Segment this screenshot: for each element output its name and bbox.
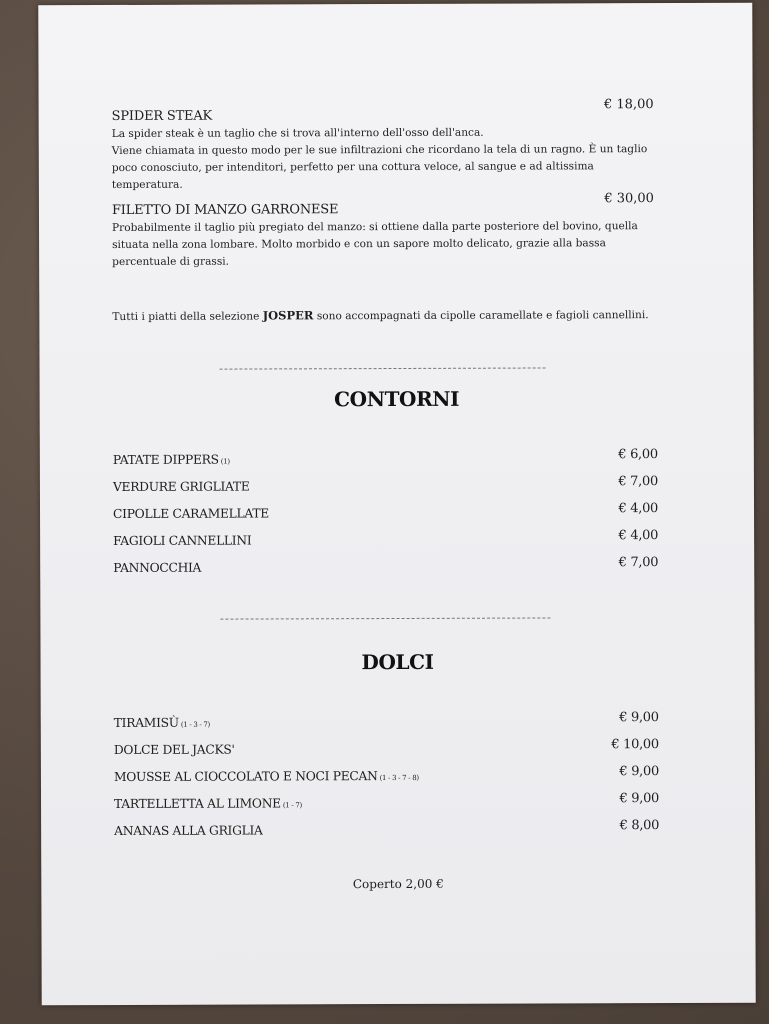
list-item [112, 474, 658, 507]
coperto-charge: Coperto 2,00 € [352, 876, 444, 892]
dish-price: € 30,00 [604, 191, 654, 207]
description-line: situata nella zona lombare. Molto morbido e con un sapore molto delicato, grazie alla bassa [112, 237, 606, 251]
item-name: TARTELLETTA AL LIMONE [114, 796, 281, 811]
item-price: € 8,00 [619, 818, 660, 834]
list-item [113, 710, 659, 743]
note-text-start: Tutti i piatti della selezione [112, 310, 263, 323]
item-price: € 7,00 [618, 555, 659, 571]
item-name: PATATE DIPPERS [112, 452, 219, 467]
list-item [113, 764, 659, 797]
description-line: Viene chiamata in questo modo per le sue infiltrazioni che ricordano la tela di un ragno. È un taglio [111, 143, 648, 157]
menu-sheet [38, 3, 755, 1005]
item-price: € 9,00 [619, 791, 660, 807]
section-title-contorni: CONTORNI [334, 386, 460, 412]
item-price: € 10,00 [611, 737, 659, 753]
item-name: TIRAMISÙ [113, 715, 179, 730]
item-price: € 7,00 [618, 474, 658, 490]
item-price: € 4,00 [618, 501, 659, 517]
list-item [113, 501, 659, 534]
description-line: poco conosciuto, per intenditori, perfetto per una cottura veloce, al sangue e ad altissima temperatura. [111, 160, 594, 191]
dish-description [112, 218, 652, 271]
item-allergens: (1) [220, 457, 230, 466]
list-item [114, 791, 660, 824]
contorni-list [112, 447, 659, 588]
dish-spider-steak [111, 97, 654, 194]
list-item [113, 528, 659, 561]
dish-name: SPIDER STEAK [111, 108, 213, 124]
item-name: CIPOLLE CARAMELLATE [113, 506, 269, 521]
item-name: VERDURE GRIGLIATE [112, 479, 250, 494]
item-allergens: (1 - 7) [282, 801, 302, 810]
description-line: La spider steak è un taglio che si trova all'interno dell'osso dell'anca. [111, 126, 484, 140]
description-line: percentuale di grassi. [112, 255, 230, 268]
menu-content [38, 3, 755, 1005]
list-item [113, 737, 659, 770]
list-item [113, 555, 659, 588]
item-allergens: (1 - 3 - 7 - 8) [379, 773, 419, 783]
description-line: Probabilmente il taglio più pregiato del manzo: si ottiene dalla parte posteriore del bovino, quella [112, 220, 638, 234]
item-allergens: (1 - 3 - 7) [180, 720, 210, 729]
item-name: DOLCE DEL JACKS' [113, 742, 235, 757]
list-item [112, 447, 658, 480]
item-name: ANANAS ALLA GRIGLIA [114, 823, 263, 838]
item-name: PANNOCCHIA [113, 560, 202, 575]
item-price: € 6,00 [618, 447, 658, 463]
divider [220, 617, 550, 619]
josper-note [112, 307, 648, 323]
dish-name: FILETTO DI MANZO GARRONESE [111, 202, 339, 218]
dish-price: € 18,00 [603, 97, 654, 113]
list-item [114, 818, 660, 851]
divider [220, 367, 546, 369]
item-price: € 4,00 [618, 528, 659, 544]
dish-description [112, 124, 652, 194]
item-name: FAGIOLI CANNELLINI [113, 533, 252, 548]
dish-filetto [111, 191, 654, 271]
note-text-end: sono accompagnati da cipolle caramellate e fagioli cannellini. [313, 309, 649, 323]
section-title-dolci: DOLCI [361, 649, 434, 675]
item-name: MOUSSE AL CIOCCOLATO E NOCI PECAN [113, 769, 378, 784]
dolci-list [113, 710, 660, 851]
item-price: € 9,00 [619, 764, 659, 780]
note-highlight: JOSPER [262, 308, 314, 323]
item-price: € 9,00 [619, 710, 659, 726]
